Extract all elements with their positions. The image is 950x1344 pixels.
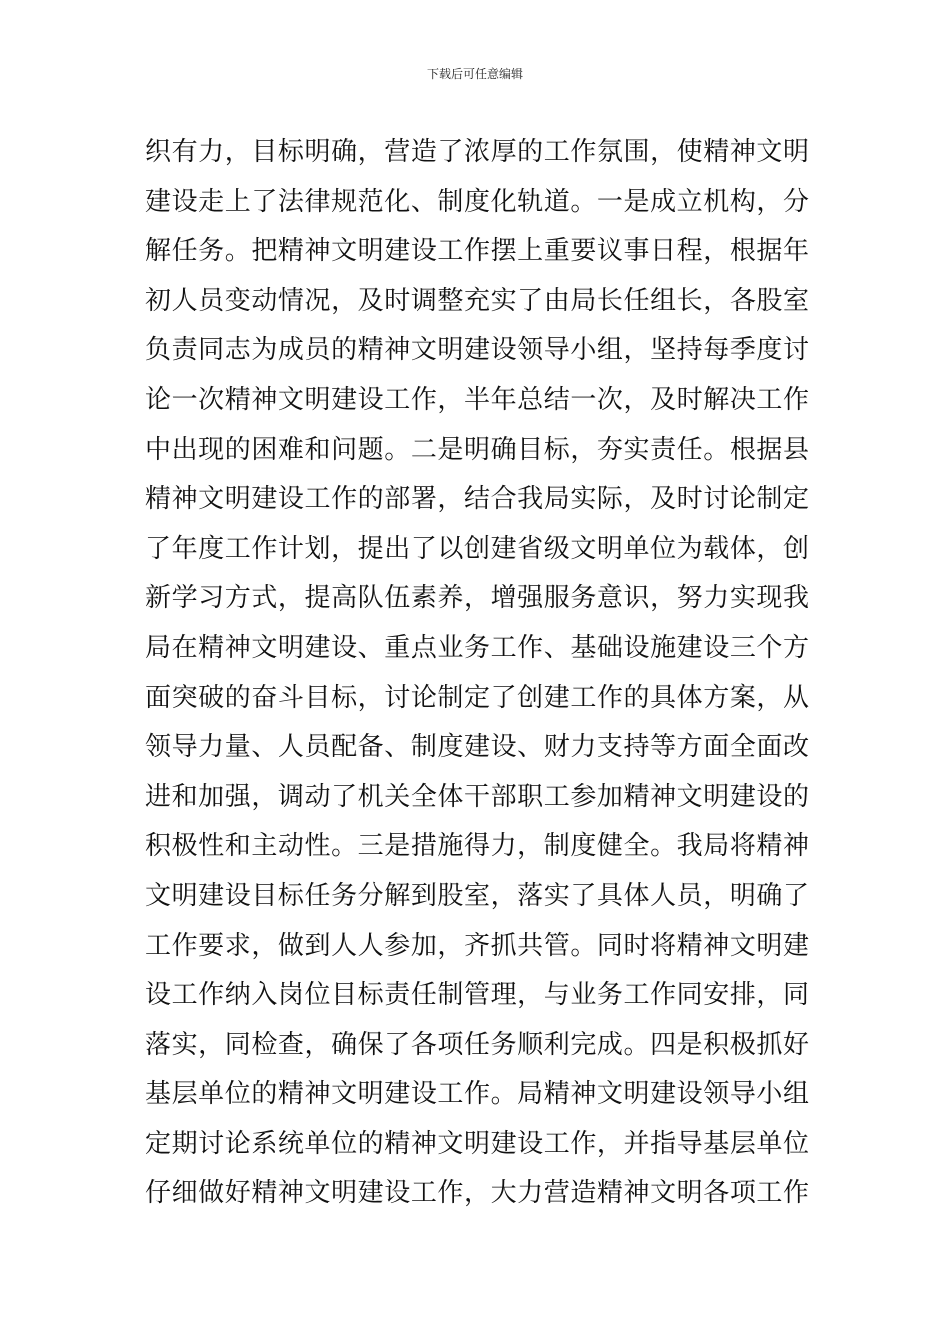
text-line: 定期讨论系统单位的精神文明建设工作，并指导基层单位 bbox=[145, 1128, 809, 1159]
text-line: 了年度工作计划，提出了以创建省级文明单位为载体，创 bbox=[145, 533, 809, 564]
text-line: 论一次精神文明建设工作，半年总结一次，及时解决工作 bbox=[145, 384, 809, 415]
text-line: 文明建设目标任务分解到股室，落实了具体人员，明确了 bbox=[145, 880, 809, 911]
text-line: 局在精神文明建设、重点业务工作、基础设施建设三个方 bbox=[145, 632, 809, 663]
text-line: 织有力，目标明确，营造了浓厚的工作氛围，使精神文明 bbox=[145, 137, 809, 167]
text-line: 领导力量、人员配备、制度建设、财力支持等方面全面改 bbox=[145, 732, 809, 763]
text-line: 负责同志为成员的精神文明建设领导小组，坚持每季度讨 bbox=[145, 335, 809, 366]
text-line: 积极性和主动性。三是措施得力，制度健全。我局将精神 bbox=[145, 831, 809, 862]
text-line: 工作要求，做到人人参加，齐抓共管。同时将精神文明建 bbox=[145, 930, 809, 961]
document-body bbox=[145, 128, 809, 1219]
text-line: 新学习方式，提高队伍素养，增强服务意识，努力实现我 bbox=[145, 583, 809, 614]
text-line: 落实，同检查，确保了各项任务顺利完成。四是积极抓好 bbox=[145, 1029, 809, 1060]
text-line: 初人员变动情况，及时调整充实了由局长任组长，各股室 bbox=[145, 285, 809, 316]
text-line: 设工作纳入岗位目标责任制管理，与业务工作同安排，同 bbox=[145, 980, 809, 1011]
text-line: 进和加强，调动了机关全体干部职工参加精神文明建设的 bbox=[145, 781, 809, 812]
text-line: 仔细做好精神文明建设工作，大力营造精神文明各项工作 bbox=[145, 1178, 809, 1209]
text-line: 建设走上了法律规范化、制度化轨道。一是成立机构，分 bbox=[145, 186, 809, 217]
text-line: 基层单位的精神文明建设工作。局精神文明建设领导小组 bbox=[145, 1079, 809, 1110]
text-line: 解任务。把精神文明建设工作摆上重要议事日程，根据年 bbox=[145, 236, 809, 267]
text-line: 中出现的困难和问题。二是明确目标，夯实责任。根据县 bbox=[145, 434, 809, 465]
page-header: 下载后可任意编辑 bbox=[426, 67, 523, 81]
text-line: 精神文明建设工作的部署，结合我局实际，及时讨论制定 bbox=[145, 484, 809, 515]
text-line: 面突破的奋斗目标，讨论制定了创建工作的具体方案，从 bbox=[145, 682, 809, 713]
